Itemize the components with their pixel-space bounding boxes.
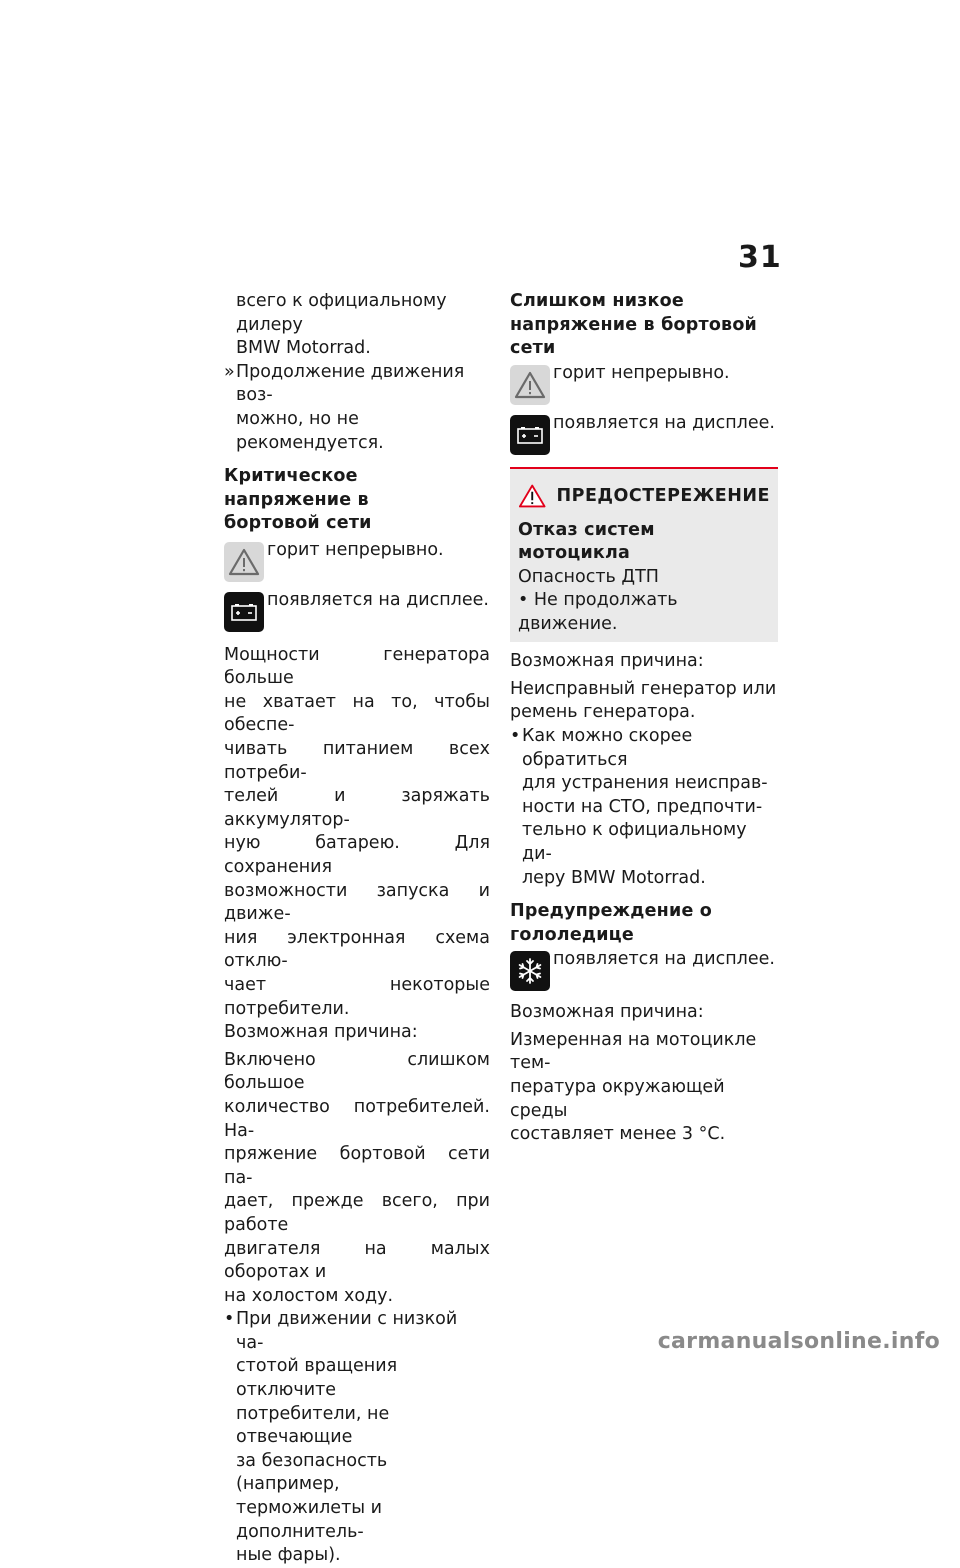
snowflake-icon [510,951,550,991]
section-heading: Предупреждение о гололедице [510,901,713,945]
cause-label: Возможная причина: [224,1022,418,1043]
text-line: ную батарею. Для сохранения [224,833,490,877]
battery-icon [224,592,264,632]
continue-note [224,361,490,455]
text-line: составляет менее 3 °C. [510,1124,726,1145]
text-line: всего к официальному дилеру [236,291,447,335]
section-heading: Слишком низкое напряжение в бортовой сети [510,291,758,358]
text-line: Измеренная на мотоцикле тем- [510,1029,757,1074]
text-line: ности на СТО, предпочти- [522,796,763,817]
text-line: При движении с низкой ча- [236,1309,458,1353]
left-column [224,290,490,1568]
text-line: двигателя на малых оборотах и [224,1238,490,1283]
text-line: ремень генератора. [510,702,696,723]
warning-item: • Не продолжать движение. [518,590,678,634]
text-line: телей и заряжать аккумулятор- [224,786,490,830]
indicator-row [510,412,778,455]
text-line: ные фары). [236,1545,341,1566]
indicator-text: горит непрерывно. [553,362,730,383]
cause-label: Возможная причина: [510,1002,704,1023]
text-line: Включено слишком большое [224,1049,490,1094]
warning-triangle-icon [224,542,264,582]
indicator-text: появляется на дисплее. [553,412,775,433]
text-line: для устранения неисправ- [522,773,768,794]
text-line: можно, но не рекомендуется. [236,408,384,453]
text-line: не хватает на то, чтобы обеспе- [224,691,490,736]
indicator-row [510,362,778,405]
bullet-marker: • [224,1309,235,1330]
warning-subtitle: Опасность ДТП [518,566,659,587]
text-line: потребители, не отвечающие [236,1403,390,1448]
text-line: пература окружающей среды [510,1077,725,1121]
text-line: Неисправный генератор или [510,678,777,699]
page-number: 31 [738,240,782,275]
warning-label: ПРЕДОСТЕРЕЖЕНИЕ [556,485,770,506]
indicator-row [510,951,778,991]
text-line: ния электронная схема отклю- [224,927,490,972]
warning-box [510,469,778,643]
intro-text [224,290,490,361]
bullet-marker: • [510,726,521,747]
indicator-row [224,539,490,582]
text-line: чивать питанием всех потреби- [224,739,490,783]
text-line: чает некоторые потребители. [224,974,490,1019]
warning-triangle-icon [518,483,546,509]
text-line: BMW Motorrad. [236,338,371,359]
bullet-item [224,1308,490,1568]
text-line: тельно к официальному ди- [522,820,747,865]
text-line: возможности запуска и движе- [224,880,490,925]
text-line: Мощности генератора больше [224,644,490,689]
indicator-text: появляется на дисплее. [267,589,489,610]
text-line: пряжение бортовой сети па- [224,1144,490,1188]
arrow-marker: » [224,361,235,382]
text-line: терможилеты и дополнитель- [236,1498,383,1542]
indicator-text: появляется на дисплее. [553,949,775,970]
text-line: леру BMW Motorrad. [522,867,706,888]
battery-icon [510,415,550,455]
warning-title: Отказ систем мотоцикла [518,519,655,563]
bullet-item [510,725,778,890]
warning-triangle-icon [510,365,550,405]
text-line: стотой вращения отключите [236,1356,398,1401]
warning-header [518,483,770,509]
indicator-text: горит непрерывно. [267,539,444,560]
text-line: Продолжение движения воз- [236,361,465,406]
text-line: Как можно скорее обратиться [522,726,693,770]
text-line: за безопасность (например, [236,1450,388,1495]
text-line: дает, прежде всего, при работе [224,1191,490,1235]
watermark[interactable]: carmanualsonline.info [657,1329,940,1354]
cause-label: Возможная причина: [510,651,704,672]
text-line: количество потребителей. На- [224,1096,490,1141]
indicator-row [224,589,490,632]
section-heading: Критическое напряжение в бортовой сети [224,466,372,534]
description-paragraph [224,644,490,1022]
text-line: на холостом ходу. [224,1285,394,1306]
cause-paragraph [224,1049,490,1309]
right-column [510,290,778,1147]
